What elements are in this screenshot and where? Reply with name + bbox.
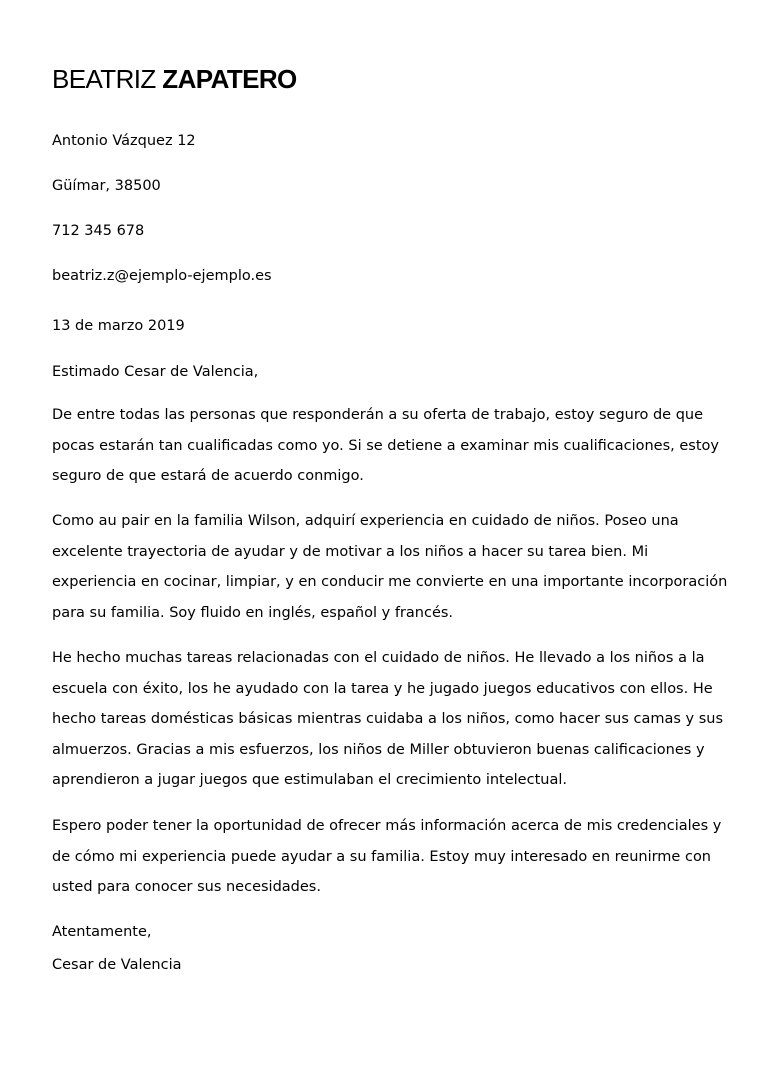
body-paragraph-4: Espero poder tener la oportunidad de ofrecer más información acerca de mis credenciales y de cómo mi experiencia puede ayudar a su familia. Estoy muy interesado en reunirme con usted para conocer sus necesidades. — [52, 818, 722, 895]
letter-closing: Atentamente, — [52, 924, 152, 940]
letter-signature: Cesar de Valencia — [52, 957, 182, 973]
sender-last-name: ZAPATERO — [162, 64, 297, 94]
letter-salutation: Estimado Cesar de Valencia, — [52, 364, 259, 380]
sender-address: Antonio Vázquez 12 — [52, 133, 196, 149]
body-paragraph-3: He hecho muchas tareas relacionadas con el cuidado de niños. He llevado a los niños a la escuela con éxito, los he ayudado con la tarea y he jugado juegos educativos con ellos. He hecho tareas domésticas básicas mientras cuidaba a los niños, como hacer sus camas y sus almuerzos. Gracias a mis esfuerzos, los niños de Miller obtuvieron buenas calificaciones y aprendieron a jugar juegos que estimulaban el crecimiento intelectual. — [52, 650, 724, 788]
sender-city: Güímar, 38500 — [52, 178, 161, 194]
body-paragraph-1: De entre todas las personas que responderán a su oferta de trabajo, estoy seguro de que pocas estarán tan cualificadas como yo. Si se detiene a examinar mis cualificaciones, estoy seguro de que estará de acuerdo conmigo. — [52, 407, 719, 484]
letter-date: 13 de marzo 2019 — [52, 318, 185, 334]
body-paragraph-2: Como au pair en la familia Wilson, adquirí experiencia en cuidado de niños. Poseo una excelente trayectoria de ayudar y de motivar a los niños a hacer su tarea bien. Mi experiencia en cocinar, limpiar, y en conducir me convierte en una importante incorporación para su familia. Soy fluido en inglés, español y francés. — [52, 513, 728, 621]
sender-phone: 712 345 678 — [52, 223, 145, 239]
sender-name — [52, 64, 297, 95]
sender-email: beatriz.z@ejemplo-ejemplo.es — [52, 268, 272, 284]
sender-first-name: BEATRIZ — [52, 64, 156, 94]
